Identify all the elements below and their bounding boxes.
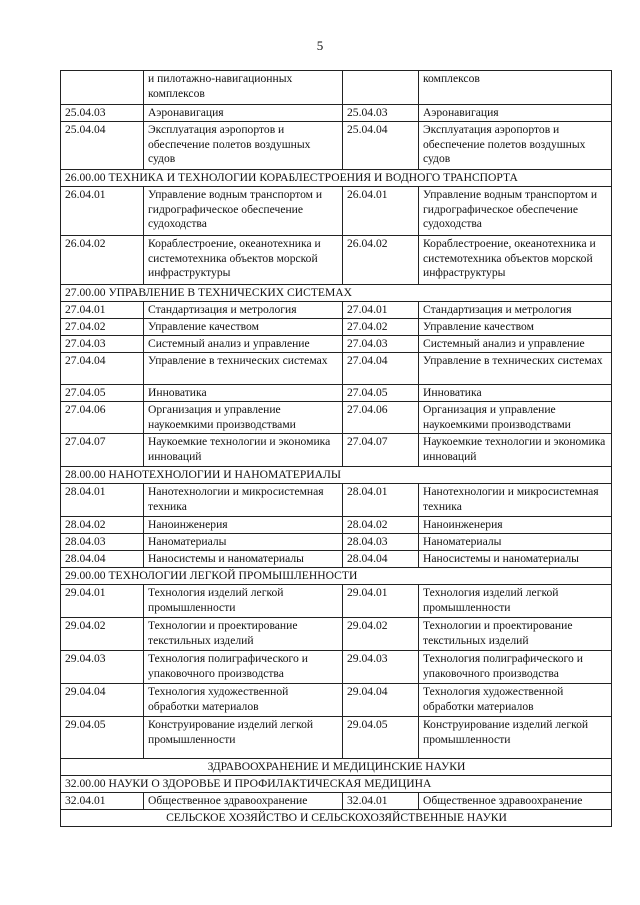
area-heading-row	[61, 759, 612, 776]
new-name-cell: комплексов	[419, 71, 612, 105]
old-code-cell: 25.04.04	[61, 122, 144, 170]
old-name-cell: Общественное здравоохранение	[144, 793, 343, 810]
old-code-cell	[61, 71, 144, 105]
new-code-cell: 28.04.02	[343, 517, 419, 534]
old-name-cell: Управление водным транспортом и гидрографическое обеспечение судоходства	[144, 187, 343, 236]
old-code-cell: 27.04.02	[61, 319, 144, 336]
new-code-cell: 29.04.03	[343, 651, 419, 684]
group-heading-row	[61, 776, 612, 793]
old-name-cell: Нанотехнологии и микросистемная техника	[144, 484, 343, 517]
old-code-cell: 28.04.02	[61, 517, 144, 534]
new-code-cell: 27.04.02	[343, 319, 419, 336]
specialty-table-body	[61, 71, 612, 827]
old-code-cell: 25.04.03	[61, 105, 144, 122]
old-name-cell: Управление качеством	[144, 319, 343, 336]
group-heading-row	[61, 170, 612, 187]
old-code-cell: 28.04.04	[61, 551, 144, 568]
new-name-cell: Технология изделий легкой промышленности	[419, 585, 612, 618]
old-code-cell: 28.04.03	[61, 534, 144, 551]
new-name-cell: Наносистемы и наноматериалы	[419, 551, 612, 568]
new-name-cell: Нанотехнологии и микросистемная техника	[419, 484, 612, 517]
table-row	[61, 684, 612, 717]
new-code-cell: 29.04.04	[343, 684, 419, 717]
new-name-cell: Стандартизация и метрология	[419, 302, 612, 319]
old-code-cell: 32.04.01	[61, 793, 144, 810]
new-name-cell: Эксплуатация аэропортов и обеспечение полетов воздушных судов	[419, 122, 612, 170]
old-code-cell: 27.04.05	[61, 385, 144, 402]
table-row	[61, 585, 612, 618]
table-row	[61, 236, 612, 285]
old-code-cell: 29.04.04	[61, 684, 144, 717]
new-code-cell: 28.04.03	[343, 534, 419, 551]
group-heading: 32.00.00 НАУКИ О ЗДОРОВЬЕ И ПРОФИЛАКТИЧЕСКАЯ МЕДИЦИНА	[61, 776, 612, 793]
table-row	[61, 517, 612, 534]
area-heading-row	[61, 810, 612, 827]
old-code-cell: 29.04.01	[61, 585, 144, 618]
table-row	[61, 122, 612, 170]
new-code-cell: 26.04.01	[343, 187, 419, 236]
table-row	[61, 484, 612, 517]
old-code-cell: 28.04.01	[61, 484, 144, 517]
group-heading: 28.00.00 НАНОТЕХНОЛОГИИ И НАНОМАТЕРИАЛЫ	[61, 467, 612, 484]
new-code-cell: 25.04.04	[343, 122, 419, 170]
page-number: 5	[316, 38, 324, 53]
old-code-cell: 27.04.01	[61, 302, 144, 319]
new-name-cell: Системный анализ и управление	[419, 336, 612, 353]
old-code-cell: 29.04.03	[61, 651, 144, 684]
table-row	[61, 71, 612, 105]
table-row	[61, 302, 612, 319]
new-name-cell: Технология полиграфического и упаковочного производства	[419, 651, 612, 684]
table-row	[61, 651, 612, 684]
table-row	[61, 793, 612, 810]
old-name-cell: Наукоемкие технологии и экономика инноваций	[144, 434, 343, 467]
old-name-cell: Наносистемы и наноматериалы	[144, 551, 343, 568]
old-name-cell: Технология полиграфического и упаковочного производства	[144, 651, 343, 684]
new-code-cell: 27.04.05	[343, 385, 419, 402]
old-code-cell: 26.04.01	[61, 187, 144, 236]
old-name-cell: Технология изделий легкой промышленности	[144, 585, 343, 618]
group-heading-row	[61, 467, 612, 484]
old-name-cell: Наноинженерия	[144, 517, 343, 534]
new-name-cell: Организация и управление наукоемкими производствами	[419, 402, 612, 434]
table-row	[61, 551, 612, 568]
group-heading: 27.00.00 УПРАВЛЕНИЕ В ТЕХНИЧЕСКИХ СИСТЕМАХ	[61, 285, 612, 302]
table-row	[61, 105, 612, 122]
table-row	[61, 434, 612, 467]
new-code-cell: 26.04.02	[343, 236, 419, 285]
new-code-cell: 27.04.07	[343, 434, 419, 467]
area-heading: ЗДРАВООХРАНЕНИЕ И МЕДИЦИНСКИЕ НАУКИ	[61, 759, 612, 776]
old-name-cell: Аэронавигация	[144, 105, 343, 122]
old-name-cell: Кораблестроение, океанотехника и системотехника объектов морской инфраструктуры	[144, 236, 343, 285]
new-code-cell: 29.04.05	[343, 717, 419, 759]
new-code-cell: 28.04.04	[343, 551, 419, 568]
area-heading: СЕЛЬСКОЕ ХОЗЯЙСТВО И СЕЛЬСКОХОЗЯЙСТВЕННЫЕ НАУКИ	[61, 810, 612, 827]
new-code-cell: 27.04.01	[343, 302, 419, 319]
old-code-cell: 27.04.07	[61, 434, 144, 467]
table-row	[61, 385, 612, 402]
table-row	[61, 534, 612, 551]
new-name-cell: Технология художественной обработки материалов	[419, 684, 612, 717]
old-name-cell: Технологии и проектирование текстильных изделий	[144, 618, 343, 651]
table-row	[61, 187, 612, 236]
old-name-cell: Эксплуатация аэропортов и обеспечение полетов воздушных судов	[144, 122, 343, 170]
table-row	[61, 336, 612, 353]
specialty-table	[60, 70, 612, 827]
new-code-cell: 28.04.01	[343, 484, 419, 517]
old-name-cell: Инноватика	[144, 385, 343, 402]
new-name-cell: Управление в технических системах	[419, 353, 612, 385]
old-name-cell: Организация и управление наукоемкими производствами	[144, 402, 343, 434]
new-name-cell: Управление качеством	[419, 319, 612, 336]
group-heading-row	[61, 285, 612, 302]
new-name-cell: Наноинженерия	[419, 517, 612, 534]
new-name-cell: Конструирование изделий легкой промышленности	[419, 717, 612, 759]
old-name-cell: Системный анализ и управление	[144, 336, 343, 353]
new-name-cell: Наноматериалы	[419, 534, 612, 551]
new-code-cell: 27.04.03	[343, 336, 419, 353]
new-name-cell: Аэронавигация	[419, 105, 612, 122]
new-code-cell	[343, 71, 419, 105]
old-name-cell: Технология художественной обработки материалов	[144, 684, 343, 717]
old-code-cell: 29.04.02	[61, 618, 144, 651]
group-heading: 29.00.00 ТЕХНОЛОГИИ ЛЕГКОЙ ПРОМЫШЛЕННОСТИ	[61, 568, 612, 585]
table-row	[61, 618, 612, 651]
old-name-cell: Конструирование изделий легкой промышленности	[144, 717, 343, 759]
old-code-cell: 27.04.06	[61, 402, 144, 434]
new-name-cell: Инноватика	[419, 385, 612, 402]
new-name-cell: Наукоемкие технологии и экономика инноваций	[419, 434, 612, 467]
old-code-cell: 29.04.05	[61, 717, 144, 759]
table-row	[61, 319, 612, 336]
new-code-cell: 25.04.03	[343, 105, 419, 122]
new-code-cell: 32.04.01	[343, 793, 419, 810]
old-name-cell: и пилотажно-навигационных комплексов	[144, 71, 343, 105]
old-name-cell: Стандартизация и метрология	[144, 302, 343, 319]
new-code-cell: 29.04.01	[343, 585, 419, 618]
new-name-cell: Кораблестроение, океанотехника и системотехника объектов морской инфраструктуры	[419, 236, 612, 285]
old-code-cell: 27.04.04	[61, 353, 144, 385]
old-code-cell: 26.04.02	[61, 236, 144, 285]
new-name-cell: Общественное здравоохранение	[419, 793, 612, 810]
table-row	[61, 402, 612, 434]
new-code-cell: 27.04.04	[343, 353, 419, 385]
old-name-cell: Управление в технических системах	[144, 353, 343, 385]
new-name-cell: Управление водным транспортом и гидрографическое обеспечение судоходства	[419, 187, 612, 236]
new-code-cell: 29.04.02	[343, 618, 419, 651]
table-row	[61, 353, 612, 385]
group-heading: 26.00.00 ТЕХНИКА И ТЕХНОЛОГИИ КОРАБЛЕСТРОЕНИЯ И ВОДНОГО ТРАНСПОРТА	[61, 170, 612, 187]
table-row	[61, 717, 612, 759]
group-heading-row	[61, 568, 612, 585]
old-code-cell: 27.04.03	[61, 336, 144, 353]
new-name-cell: Технологии и проектирование текстильных изделий	[419, 618, 612, 651]
new-code-cell: 27.04.06	[343, 402, 419, 434]
old-name-cell: Наноматериалы	[144, 534, 343, 551]
